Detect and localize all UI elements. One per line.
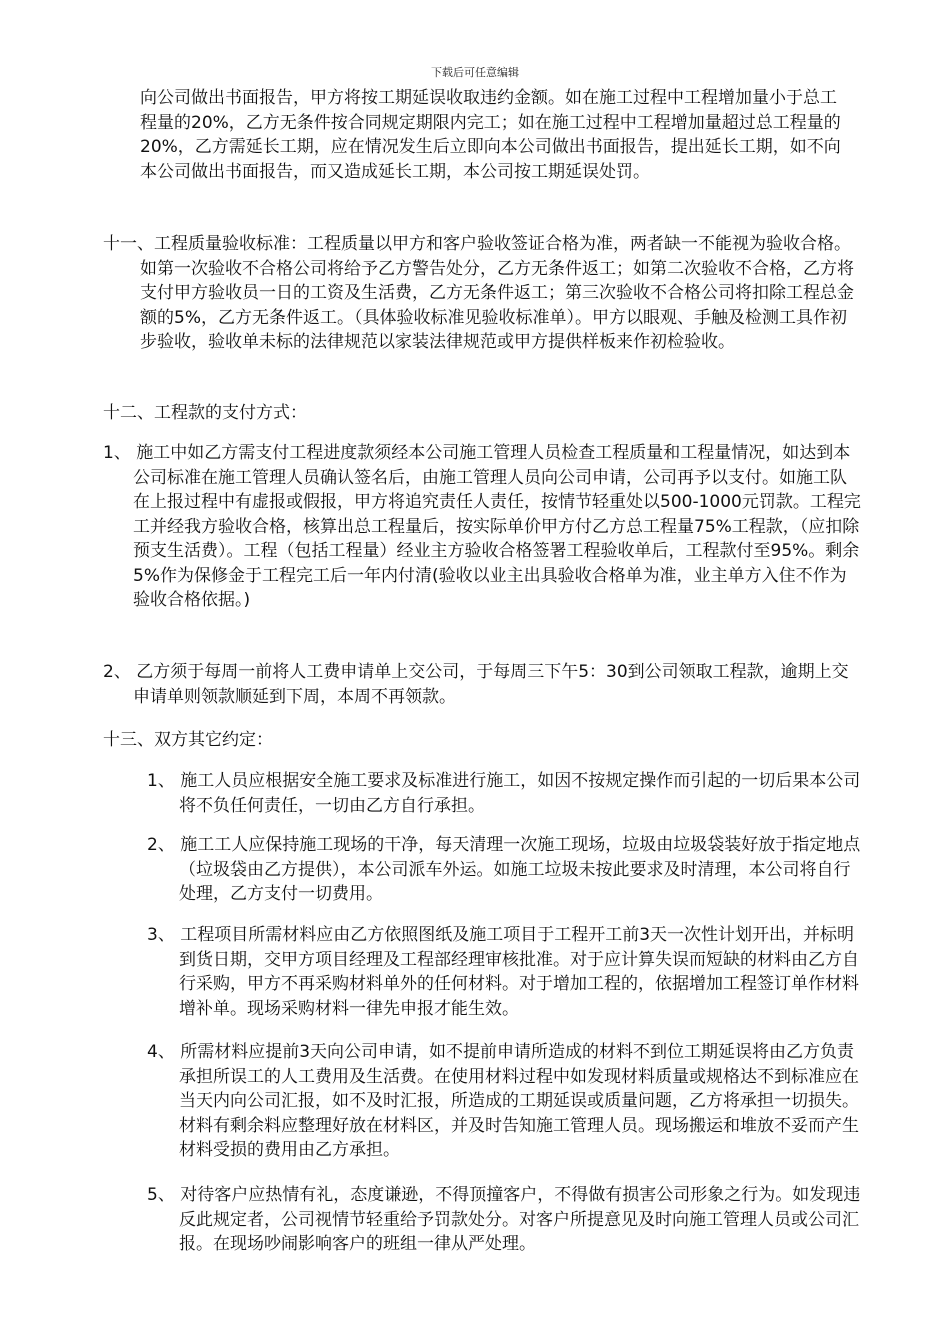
section-13-item-1: 1、 施工人员应根据安全施工要求及标准进行施工，如因不按规定操作而引起的一切后果本公司将不负任何责任，一切由乙方自行承担。 bbox=[147, 771, 861, 816]
section-12-item-2: 2、 乙方须于每周一前将人工费申请单上交公司，于每周三下午5：30到公司领取工程款，逾期上交申请单则领款顺延到下周，本周不再领款。 bbox=[103, 662, 849, 707]
section-13-item-4: 4、 所需材料应提前3天向公司申请，如不提前申请所造成的材料不到位工期延误将由乙方负责承担所误工的人工费用及生活费。在使用材料过程中如发现材料质量或规格达不到标准应在当天内向公司汇报，如不及时汇报，所造成的工期延误或质量问题，乙方将承担一切损失。材料有剩余料应整理好放在材料区，并及时告知施工管理人员。现场搬运和堆放不妥而产生材料受损的费用由乙方承担。 bbox=[147, 1042, 859, 1160]
section-12-title: 十二、工程款的支付方式： bbox=[103, 403, 307, 423]
page-header: 下载后可任意编辑 bbox=[431, 66, 519, 79]
section-13-item-3: 3、 工程项目所需材料应由乙方依照图纸及施工项目于工程开工前3天一次性计划开出，并标明到货日期，交甲方项目经理及工程部经理审核批准。对于应计算失误而短缺的材料由乙方自行采购，甲方不再采购材料单外的任何材料。对于增加工程的，依据增加工程签订单作材料增补单。现场采购材料一律先申报才能生效。 bbox=[147, 925, 859, 1019]
section-12-item-1: 1、 施工中如乙方需支付工程进度款须经本公司施工管理人员检查工程质量和工程量情况，如达到本公司标准在施工管理人员确认签名后，由施工管理人员向公司申请，公司再予以支付。如施工队在上报过程中有虚报或假报，甲方将追究责任人责任，按情节轻重处以500-1000元罚款。工程完工并经我方验收合格，核算出总工程量后，按实际单价甲方付乙方总工程量75%工程款，（应扣除预支生活费）。工程（包括工程量）经业主方验收合格签署工程验收单后，工程款付至95%。剩余5%作为保修金于工程完工后一年内付清(验收以业主出具验收合格单为准，业主单方入住不作为验收合格依据。) bbox=[103, 443, 861, 610]
intro-paragraph: 向公司做出书面报告，甲方将按工期延误收取违约金额。如在施工过程中工程增加量小于总工程量的20%，乙方无条件按合同规定期限内完工；如在施工过程中工程增加量超过总工程量的20%，乙方需延长工期，应在情况发生后立即向本公司做出书面报告，提出延长工期，如不向本公司做出书面报告，而又造成延长工期，本公司按工期延误处罚。 bbox=[140, 88, 841, 182]
section-13-item-2: 2、 施工工人应保持施工现场的干净，每天清理一次施工现场，垃圾由垃圾袋装好放于指定地点（垃圾袋由乙方提供），本公司派车外运。如施工垃圾未按此要求及时清理，本公司将自行处理，乙方支付一切费用。 bbox=[147, 835, 861, 904]
section-11-paragraph: 十一、工程质量验收标准：工程质量以甲方和客户验收签证合格为准，两者缺一不能视为验收合格。如第一次验收不合格公司将给予乙方警告处分，乙方无条件返工；如第二次验收不合格，乙方将支付甲方验收员一日的工资及生活费，乙方无条件返工；第三次验收不合格公司将扣除工程总金额的5%，乙方无条件返工。（具体验收标准见验收标准单）。甲方以眼观、手触及检测工具作初步验收，验收单未标的法律规范以家装法律规范或甲方提供样板来作初检验收。 bbox=[103, 234, 854, 352]
section-13-item-5: 5、 对待客户应热情有礼，态度谦逊，不得顶撞客户，不得做有损害公司形象之行为。如发现违反此规定者，公司视情节轻重给予罚款处分。对客户所提意见及时向施工管理人员或公司汇报。在现场吵闹影响客户的班组一律从严处理。 bbox=[147, 1185, 861, 1254]
section-13-title: 十三、双方其它约定： bbox=[103, 730, 273, 750]
